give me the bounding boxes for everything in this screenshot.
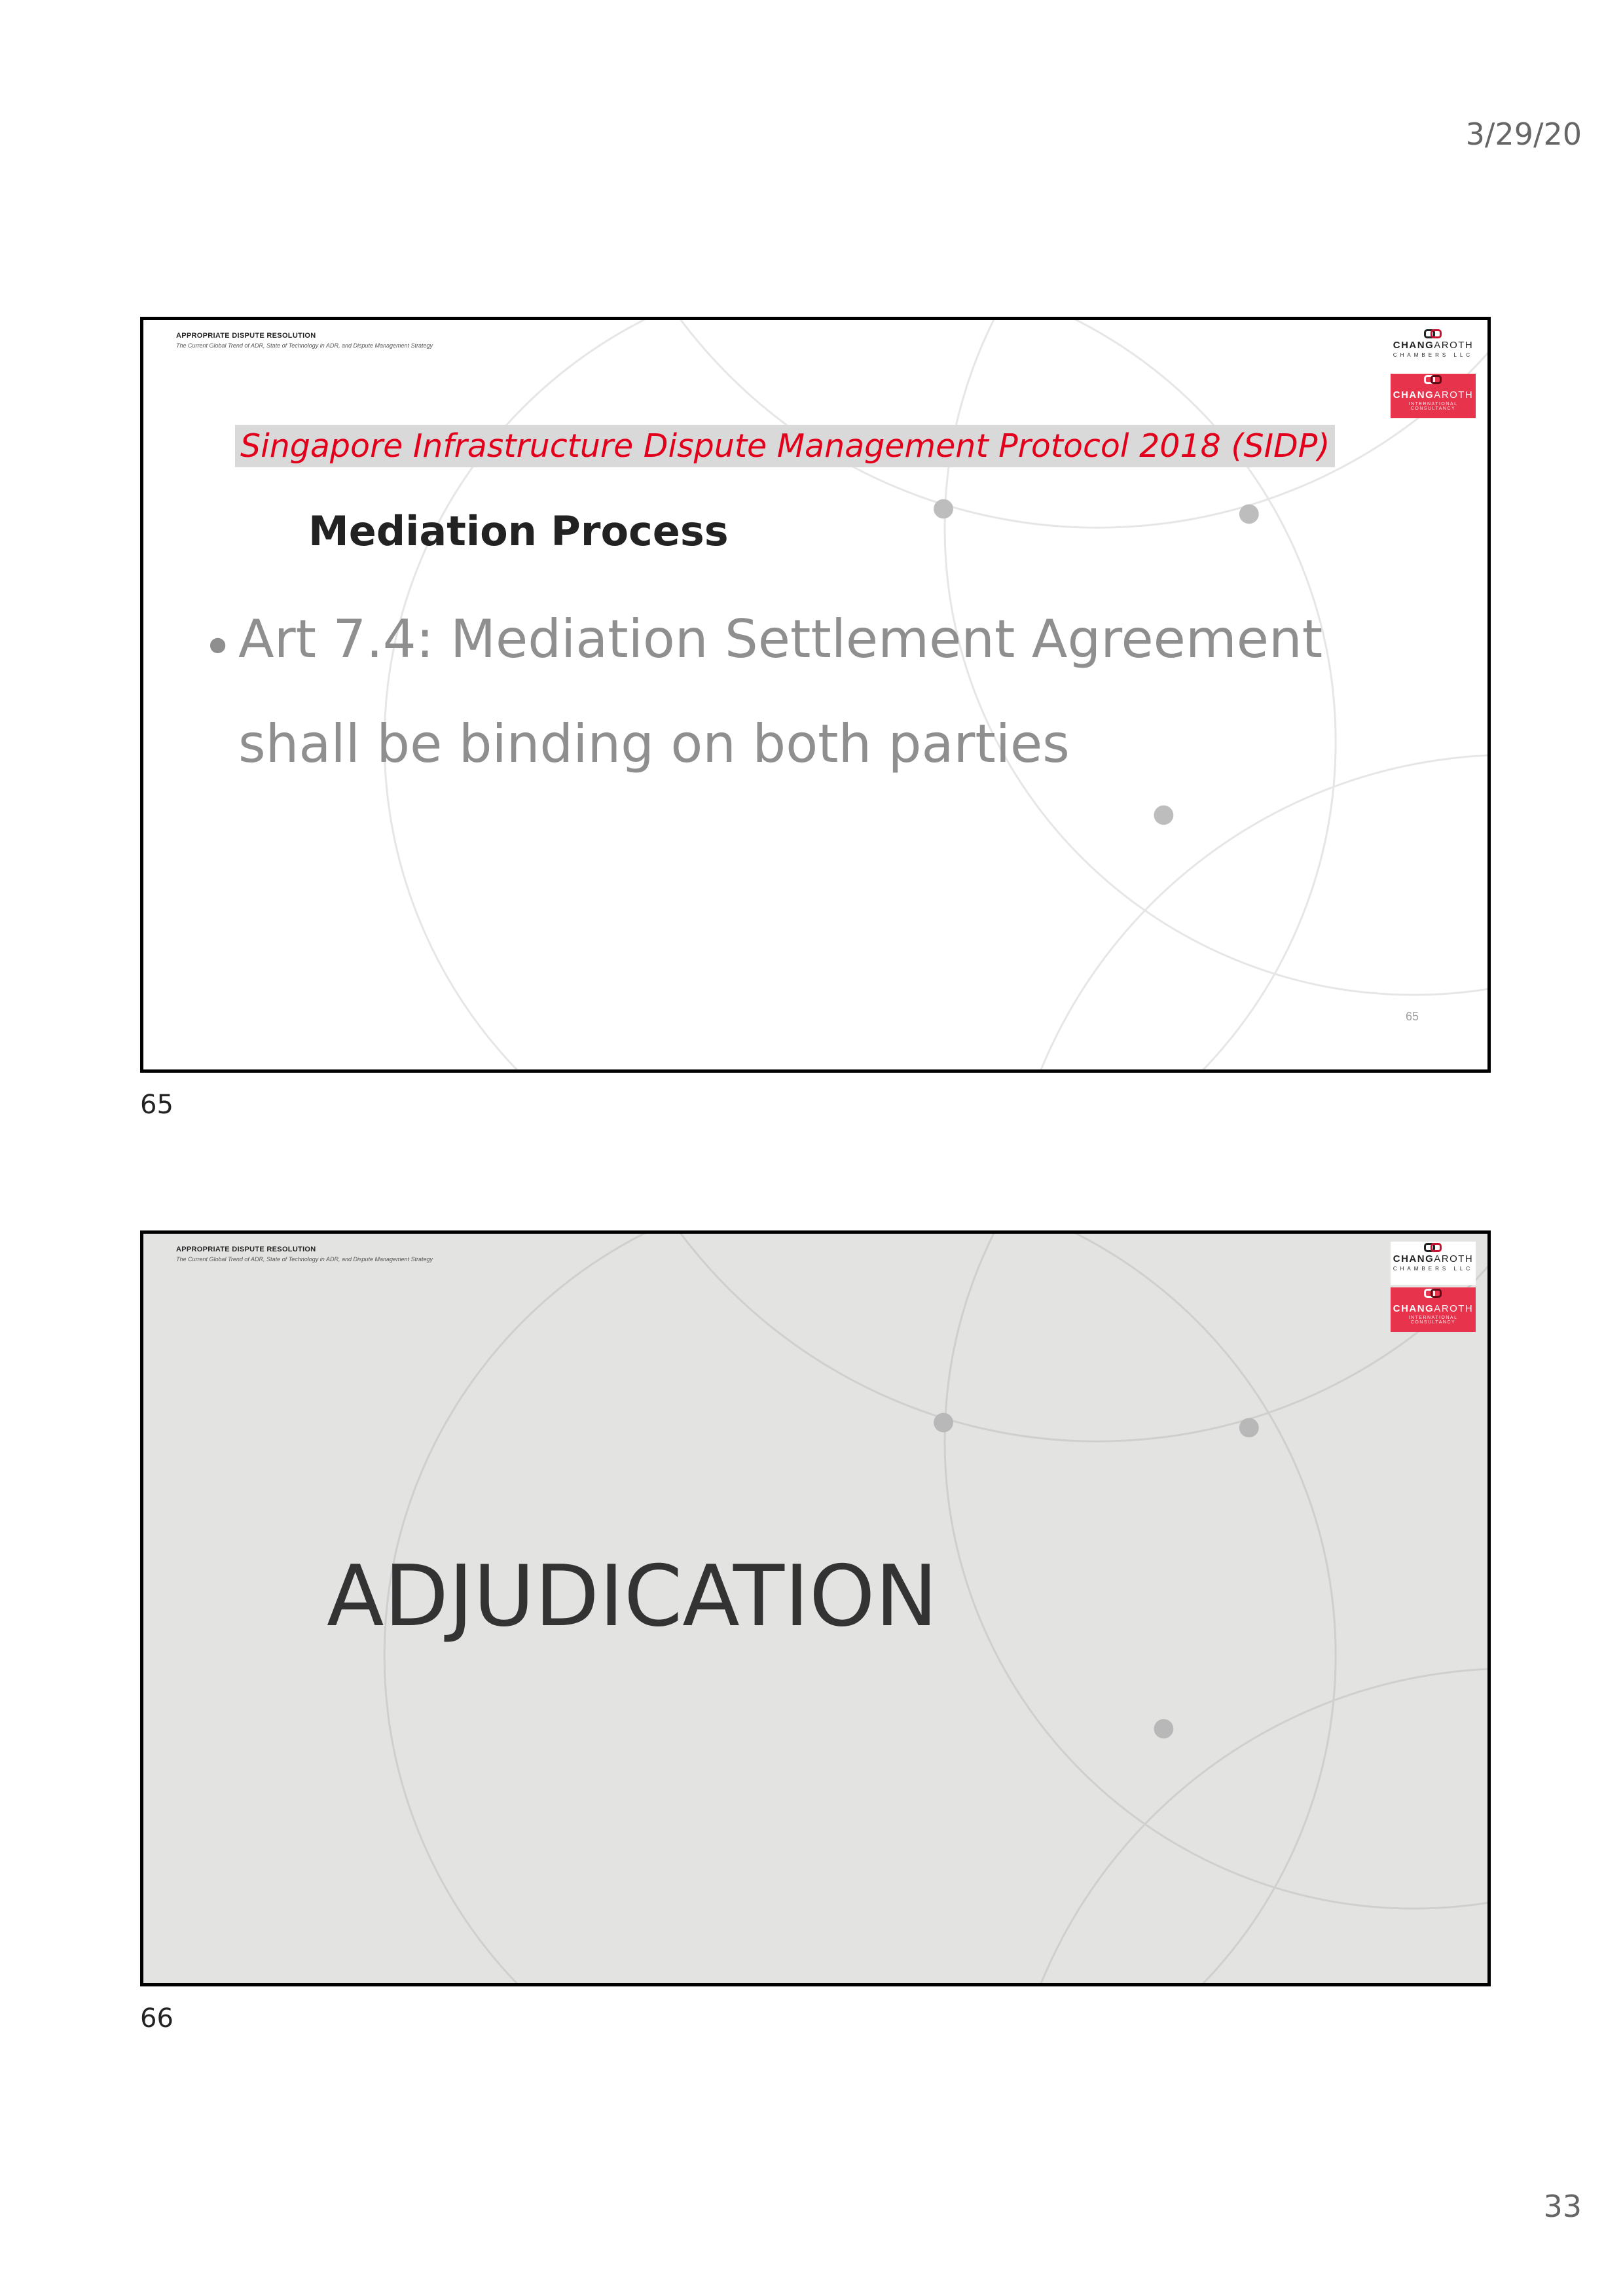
logo-name-light: AROTH bbox=[1434, 1253, 1474, 1265]
deco-dot bbox=[1154, 1719, 1173, 1739]
deco-dot bbox=[934, 499, 953, 519]
deco-dot bbox=[1239, 505, 1259, 524]
logo-name-bold: CHANG bbox=[1393, 1253, 1434, 1265]
logo-name-bold: CHANG bbox=[1393, 1303, 1434, 1314]
logo-name-light: AROTH bbox=[1434, 1303, 1474, 1314]
header-title: APPROPRIATE DISPUTE RESOLUTION bbox=[176, 332, 316, 340]
logo-name-bold: CHANG bbox=[1393, 389, 1434, 401]
header-title: APPROPRIATE DISPUTE RESOLUTION bbox=[176, 1246, 316, 1253]
slide-66 bbox=[140, 1230, 1491, 1986]
logo-consultancy bbox=[1391, 1287, 1476, 1332]
section-title: Mediation Process bbox=[308, 507, 729, 555]
logo-chambers bbox=[1391, 328, 1476, 371]
logo-name-light: AROTH bbox=[1434, 340, 1474, 351]
deco-dot bbox=[1239, 1418, 1259, 1438]
logo-mark-icon bbox=[1425, 328, 1442, 337]
logo-chambers bbox=[1391, 1242, 1476, 1285]
slide-caption: 65 bbox=[140, 1090, 173, 1120]
slide-header bbox=[176, 332, 433, 349]
logo-mark-icon bbox=[1425, 374, 1442, 387]
header-subtitle: The Current Global Trend of ADR, State of Technology in ADR, and Dispute Management Strategy bbox=[176, 1256, 433, 1263]
deco-dot bbox=[1154, 806, 1173, 825]
logo-name-bold: CHANG bbox=[1393, 340, 1434, 351]
slide-65 bbox=[140, 317, 1491, 1073]
adjudication-title: ADJUDICATION bbox=[327, 1548, 938, 1645]
bullet-item bbox=[202, 595, 1446, 797]
page-number: 33 bbox=[1543, 2189, 1582, 2224]
sidp-title: Singapore Infrastructure Dispute Management Protocol 2018 (SIDP) bbox=[235, 425, 1335, 467]
logo-subtitle-red: INTERNATIONAL CONSULTANCY bbox=[1408, 402, 1458, 411]
logo-mark-icon bbox=[1425, 1287, 1442, 1300]
bullet-icon: • bbox=[202, 617, 234, 677]
slide-header bbox=[176, 1246, 433, 1263]
inner-slide-number: 65 bbox=[1405, 1010, 1419, 1023]
logo-subtitle-red: INTERNATIONAL CONSULTANCY bbox=[1408, 1316, 1458, 1325]
slide-caption: 66 bbox=[140, 2003, 173, 2034]
header-subtitle: The Current Global Trend of ADR, State of Technology in ADR, and Dispute Management Strategy bbox=[176, 342, 433, 349]
bullet-text: Art 7.4: Mediation Settlement Agreement shall be binding on both parties bbox=[238, 609, 1323, 774]
logo-subtitle: CHAMBERS LLC bbox=[1393, 1266, 1474, 1272]
changaroth-logo bbox=[1391, 1239, 1476, 1332]
changaroth-logo bbox=[1391, 325, 1476, 418]
logo-consultancy bbox=[1391, 374, 1476, 418]
logo-subtitle: CHAMBERS LLC bbox=[1393, 352, 1474, 358]
page-date: 3/29/20 bbox=[1465, 117, 1582, 152]
deco-dot bbox=[934, 1413, 953, 1433]
logo-name-light: AROTH bbox=[1434, 389, 1474, 401]
logo-mark-icon bbox=[1425, 1242, 1442, 1251]
